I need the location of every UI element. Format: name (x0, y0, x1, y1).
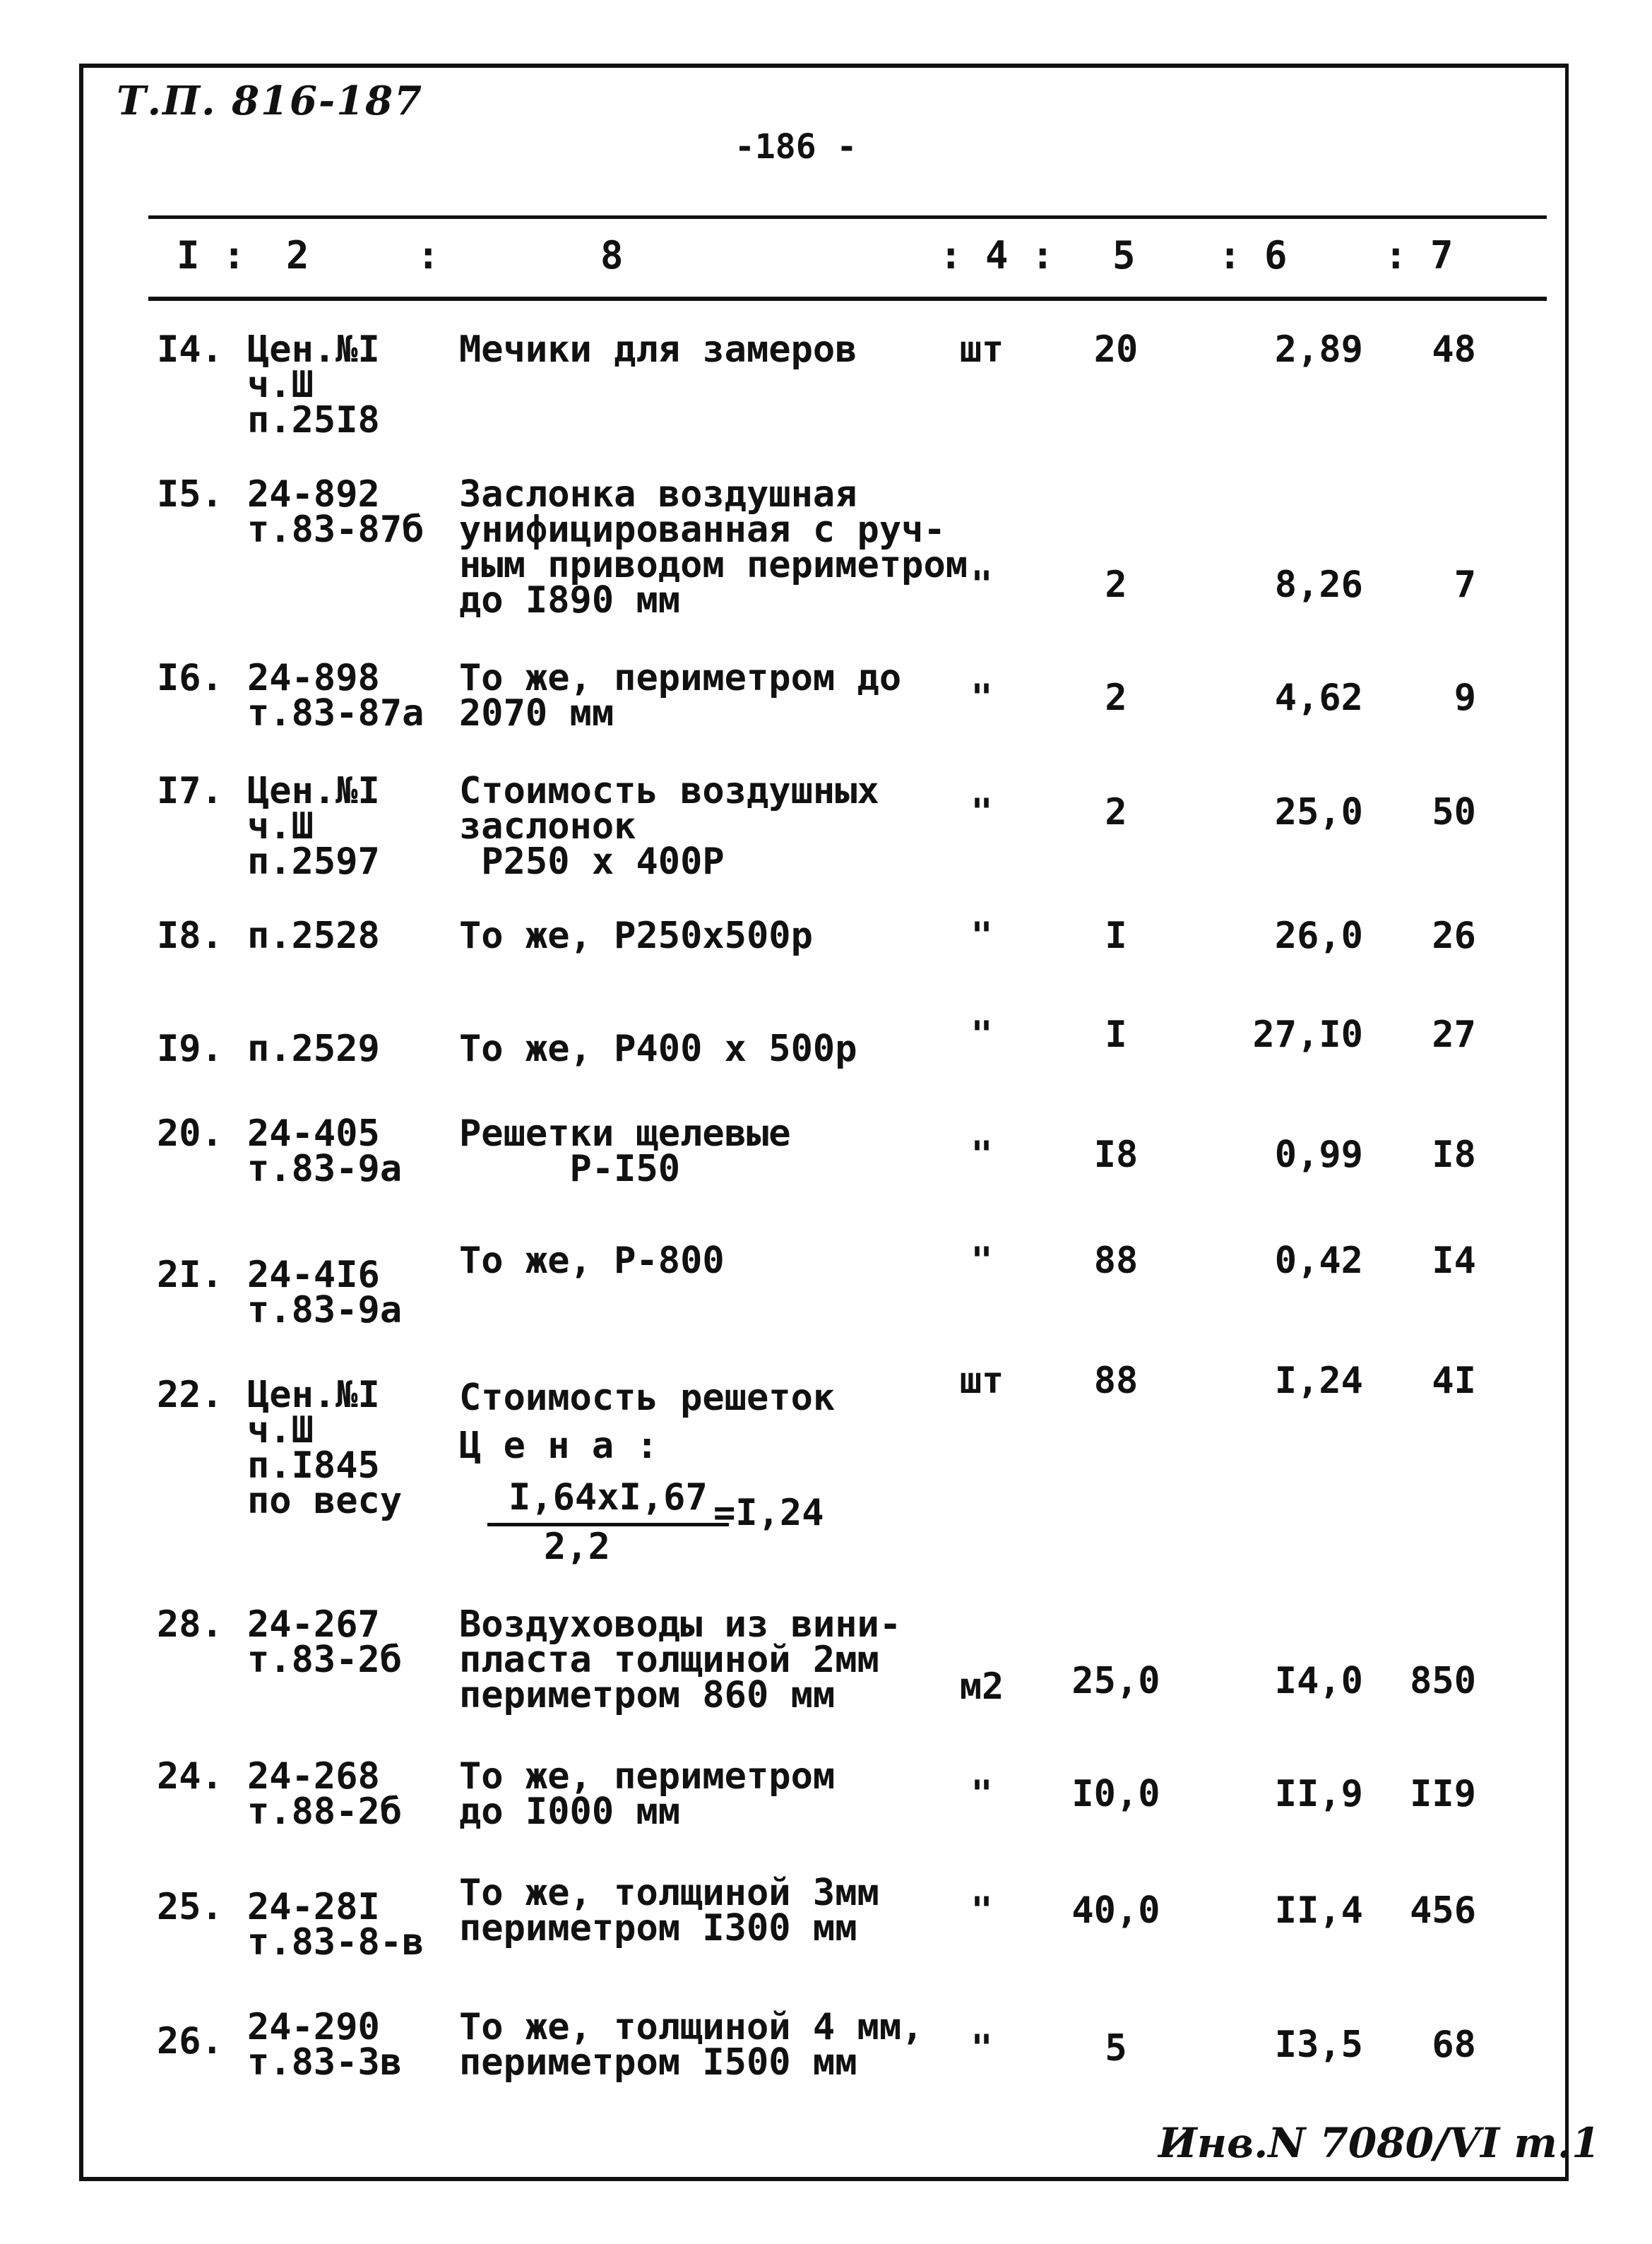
row-total: 48 (1432, 328, 1476, 371)
row-quantity: I (1105, 1014, 1127, 1056)
row-number: 26. (157, 2020, 223, 2062)
row-quantity: 40,0 (1071, 1889, 1160, 1932)
row-quantity: 88 (1093, 1240, 1139, 1282)
row-name: Решетки щелевые Р-I50 (459, 1112, 791, 1190)
row-total: 50 (1432, 791, 1476, 833)
row-name: То же, периметром до 2070 мм (459, 657, 902, 735)
header-col-5: 5 (1112, 233, 1136, 278)
row-code: п.2528 (247, 915, 380, 957)
row-number: I7. (157, 770, 223, 812)
header-col-1: I : (177, 233, 246, 278)
row-price: I4,0 (1274, 1660, 1363, 1702)
row-code: Цен.№I ч.Ш п.I845 по весу (247, 1374, 403, 1522)
row-code: 24-290 т.83-3в (247, 2006, 403, 2084)
row-total: 9 (1454, 677, 1476, 719)
row-code: 24-405 т.83-9а (247, 1112, 403, 1190)
row-total: 27 (1432, 1014, 1476, 1056)
row-total: I8 (1432, 1134, 1476, 1176)
row-unit: " (970, 791, 993, 833)
row-code: 24-268 т.88-2б (247, 1755, 403, 1833)
row-name: То же, Р-800 (459, 1240, 725, 1282)
row-code: 24-28I т.83-8-в (247, 1886, 424, 1964)
row-name: Стоимость воздушных заслонок P250 х 400Р (459, 770, 879, 883)
row-unit: " (970, 677, 993, 719)
row-unit: " (970, 2027, 993, 2070)
row-number: 24. (157, 1755, 223, 1798)
header-bottom-rule (148, 297, 1547, 301)
row-code: 24-4I6 т.83-9а (247, 1254, 403, 1331)
row-price: 8,26 (1274, 564, 1363, 606)
row-price: 27,I0 (1252, 1014, 1363, 1056)
row-price: II,4 (1274, 1889, 1363, 1932)
row-unit: м2 (959, 1666, 1004, 1708)
row-name: То же, Р250х500р (459, 915, 813, 957)
row-code: Цен.№I ч.Ш п.2597 (247, 770, 380, 883)
row-number: I4. (157, 328, 223, 371)
row-name: То же, толщиной 4 мм, периметром I500 мм (459, 2006, 924, 2084)
row-quantity: I8 (1093, 1134, 1139, 1176)
row-price: 26,0 (1274, 915, 1363, 957)
row-price: I,24 (1274, 1360, 1363, 1402)
row-total: 456 (1410, 1889, 1476, 1932)
header-col-7: : 7 (1384, 233, 1454, 278)
row-total: 7 (1454, 564, 1476, 606)
row-number: 2I. (157, 1254, 223, 1296)
page-number: -186 - (735, 127, 857, 167)
row-number: I6. (157, 657, 223, 699)
row-unit: шт (959, 1360, 1004, 1402)
row-quantity: 25,0 (1071, 1660, 1160, 1702)
row-total: 4I (1432, 1360, 1476, 1402)
inventory-note: Инв.N 7080/VI т.1 (1158, 2119, 1600, 2167)
row-unit: " (970, 1014, 993, 1056)
row-number: 25. (157, 1886, 223, 1928)
row-quantity: 5 (1105, 2027, 1127, 2070)
formula-result: =I,24 (713, 1492, 824, 1534)
row-code: 24-898 т.83-87а (247, 657, 424, 735)
row-unit: " (970, 915, 993, 957)
header-col-3: 8 (600, 233, 624, 278)
row-name: То же, Р400 х 500р (459, 1028, 857, 1070)
row-price: I3,5 (1274, 2024, 1363, 2066)
row-number: 28. (157, 1603, 223, 1646)
header-top-rule (148, 215, 1547, 219)
row-number: 22. (157, 1374, 223, 1416)
row-unit: " (970, 1773, 993, 1815)
row-number: I5. (157, 473, 223, 516)
header-col-6: : 6 (1218, 233, 1288, 278)
row-unit: " (970, 1240, 993, 1282)
row-price: 25,0 (1274, 791, 1363, 833)
row-total: I4 (1432, 1240, 1476, 1282)
row-unit: шт (959, 328, 1004, 371)
row-price: 2,89 (1274, 328, 1363, 371)
row-quantity: 2 (1105, 677, 1127, 719)
row-price: 4,62 (1274, 677, 1363, 719)
formula-denominator: 2,2 (544, 1526, 610, 1568)
row-code: 24-892 т.83-87б (247, 473, 424, 551)
row-quantity: 2 (1105, 564, 1127, 606)
document-code: Т.П. 816-187 (117, 78, 424, 124)
row-quantity: I (1105, 915, 1127, 957)
row-name: Стоимость решеток Ц е н а : (459, 1377, 836, 1467)
header-separator: : (417, 233, 440, 278)
row-code: п.2529 (247, 1028, 380, 1070)
row-unit: " (970, 1889, 993, 1932)
row-total: 68 (1432, 2024, 1476, 2066)
row-total: 850 (1410, 1660, 1476, 1702)
row-number: I8. (157, 915, 223, 957)
formula-numerator: I,64хI,67 (487, 1476, 729, 1526)
header-col-2: 2 (286, 233, 309, 278)
row-total: 26 (1432, 915, 1476, 957)
row-name: Заслонка воздушная унифицированная с руч- ным приводом периметром до I890 мм (459, 473, 968, 622)
row-number: I9. (157, 1028, 223, 1070)
row-unit: " (970, 564, 993, 606)
row-price: II,9 (1274, 1773, 1363, 1815)
row-price: 0,42 (1274, 1240, 1363, 1282)
row-name: То же, периметром до I000 мм (459, 1755, 836, 1833)
row-name: То же, толщиной 3мм периметром I300 мм (459, 1872, 879, 1949)
row-name: Мечики для замеров (459, 328, 857, 371)
row-unit: " (970, 1134, 993, 1176)
row-name: Воздуховоды из вини- пласта толщиной 2мм периметром 860 мм (459, 1603, 902, 1716)
row-quantity: 88 (1093, 1360, 1139, 1402)
row-price: 0,99 (1274, 1134, 1363, 1176)
row-quantity: I0,0 (1071, 1773, 1160, 1815)
header-col-4: : 4 : (939, 233, 1054, 278)
row-quantity: 20 (1093, 328, 1139, 371)
row-total: II9 (1410, 1773, 1476, 1815)
row-quantity: 2 (1105, 791, 1127, 833)
row-code: Цен.№I ч.Ш п.25I8 (247, 328, 380, 441)
row-number: 20. (157, 1112, 223, 1155)
row-code: 24-267 т.83-2б (247, 1603, 403, 1681)
